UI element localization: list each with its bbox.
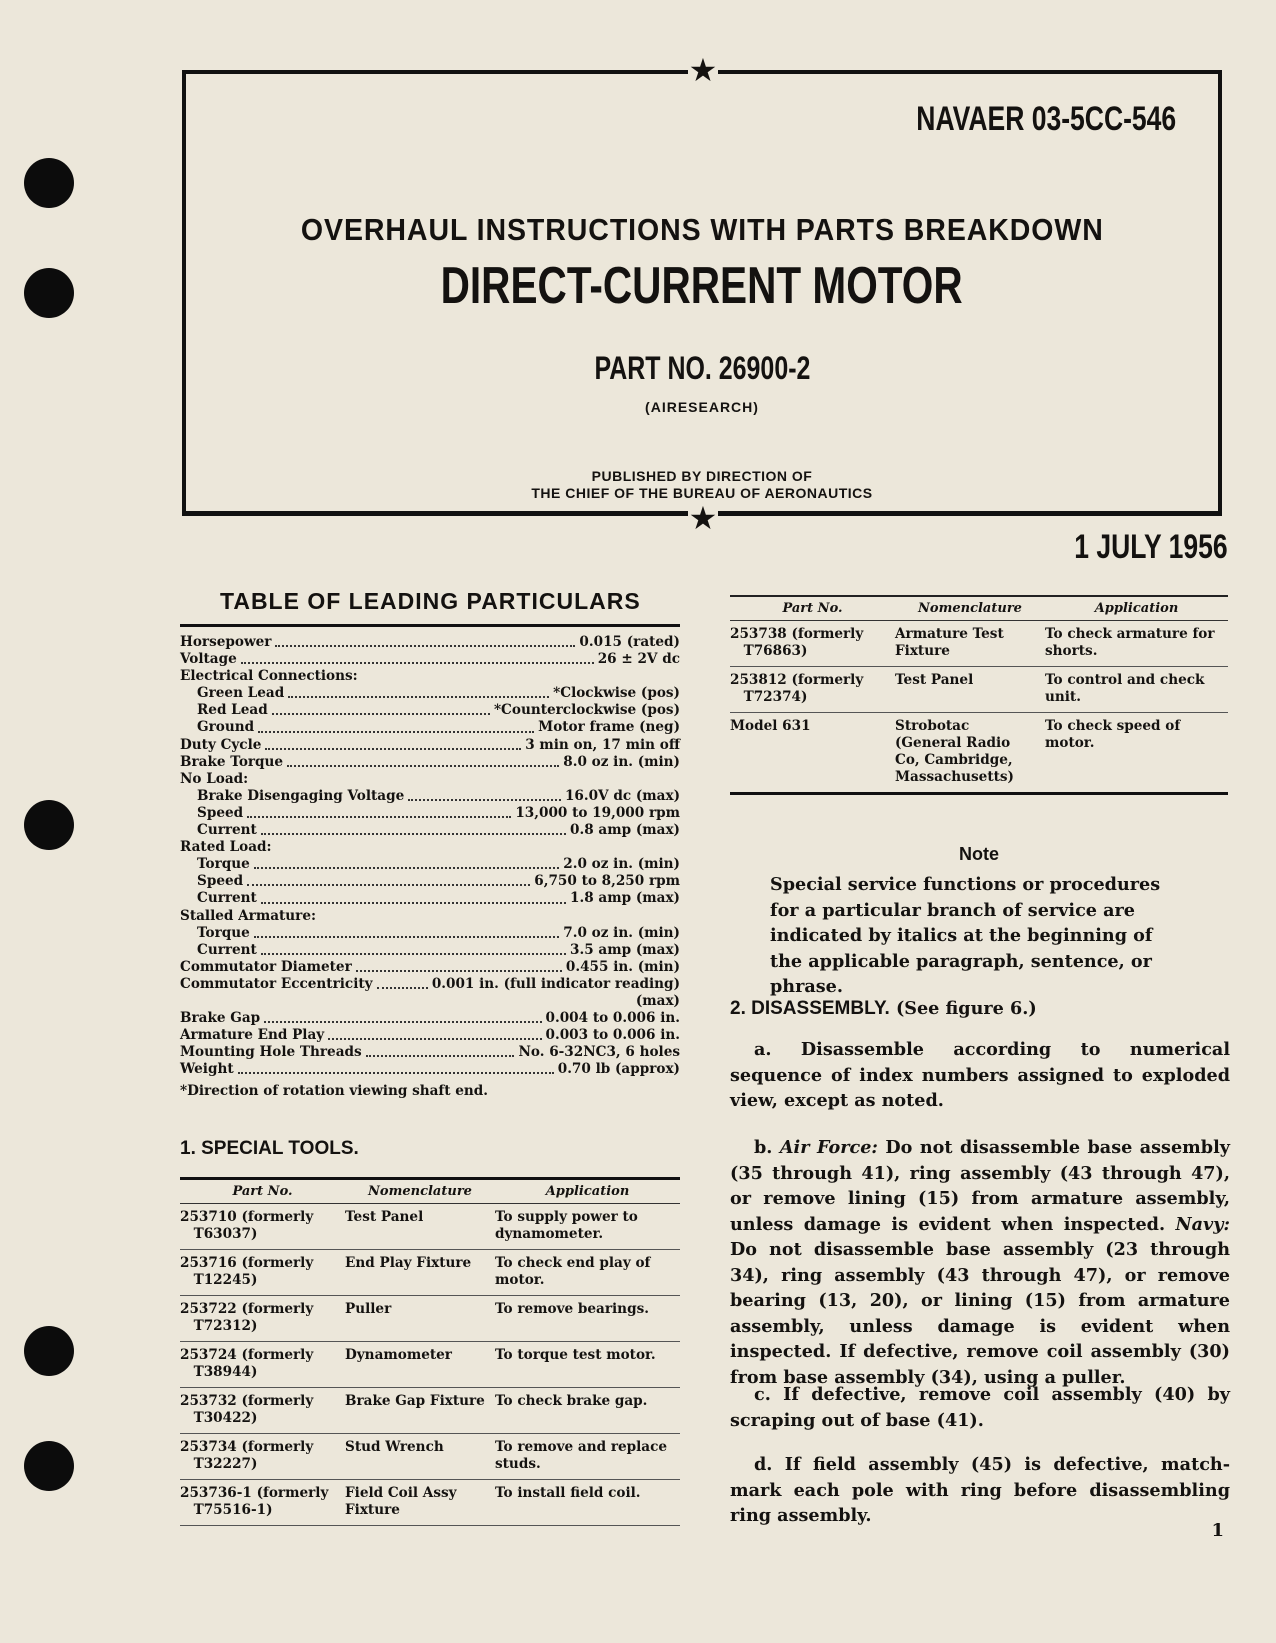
particular-row [180, 634, 680, 651]
particular-label: Commutator Eccentricity [180, 975, 373, 992]
particular-row [180, 1044, 680, 1061]
particular-value: *Counterclockwise (pos) [493, 702, 680, 719]
particular-row [180, 719, 680, 736]
dot-leader [275, 645, 575, 647]
publication-date: 1 JULY 1956 [1074, 528, 1228, 566]
table-cell: Test Panel [895, 667, 1045, 713]
particular-row [180, 668, 680, 685]
table-row [730, 713, 1228, 794]
particular-value: 16.0V dc (max) [564, 787, 680, 804]
binder-hole [24, 1441, 74, 1491]
star-icon: ★ [688, 499, 718, 537]
table-cell: End Play Fixture [345, 1250, 495, 1296]
particular-value: 1.8 amp (max) [570, 890, 680, 907]
particular-row [180, 737, 680, 754]
dot-leader [272, 713, 490, 715]
particular-label: Brake Torque [180, 753, 284, 770]
particular-value: 26 ± 2V dc [597, 651, 680, 668]
column-header: Application [495, 1179, 680, 1204]
table-row [180, 1204, 680, 1250]
particular-value: (max) [635, 992, 680, 1009]
particular-row [180, 685, 680, 702]
table-cell: To remove and replace studs. [495, 1434, 680, 1480]
particular-label: Duty Cycle [180, 736, 262, 753]
table-row [180, 1388, 680, 1434]
table-cell: 253812 (formerly T72374) [730, 667, 895, 713]
published-line-1: PUBLISHED BY DIRECTION OF [591, 468, 813, 484]
dot-leader [241, 662, 594, 664]
binder-hole [24, 268, 74, 318]
dot-leader [254, 936, 559, 938]
particular-label: Torque [197, 924, 250, 941]
dot-leader [264, 1021, 541, 1023]
table-cell: Model 631 [730, 713, 895, 794]
particular-value: 2.0 oz in. (min) [563, 856, 680, 873]
dot-leader [258, 731, 534, 733]
paragraph-c: c. If defective, remove coil assembly (40) by scraping out of base (41). [730, 1384, 1230, 1431]
leading-particulars-list [180, 634, 680, 1078]
subtitle: OVERHAUL INSTRUCTIONS WITH PARTS BREAKDOWN [300, 212, 1104, 247]
particular-row [180, 873, 680, 890]
dot-leader [288, 696, 549, 698]
star-icon: ★ [688, 51, 718, 89]
particular-label: Stalled Armature: [180, 907, 317, 924]
note-heading: Note [959, 844, 999, 864]
dot-leader [265, 748, 521, 750]
table-cell: 253724 (formerly T38944) [180, 1342, 345, 1388]
published-line-2: THE CHIEF OF THE BUREAU OF AERONAUTICS [531, 485, 873, 501]
particular-label: Current [197, 941, 257, 958]
dot-leader [261, 833, 566, 835]
table-cell: Strobotac (General Radio Co, Cambridge, Massachusetts) [895, 713, 1045, 794]
table-cell: Dynamometer [345, 1342, 495, 1388]
table-row [730, 621, 1228, 667]
particular-label: Mounting Hole Threads [180, 1044, 362, 1061]
particular-label: Ground [197, 719, 255, 736]
particular-value: 8.0 oz in. (min) [563, 753, 680, 770]
particular-value: Motor frame (neg) [538, 719, 680, 736]
table-cell: To install field coil. [495, 1480, 680, 1526]
particular-row [180, 805, 680, 822]
dot-leader [261, 902, 566, 904]
particular-label: Weight [180, 1061, 234, 1078]
table-cell: 253732 (formerly T30422) [180, 1388, 345, 1434]
dot-leader [254, 867, 559, 869]
particular-value: 0.004 to 0.006 in. [545, 1010, 680, 1027]
table-cell: To check brake gap. [495, 1388, 680, 1434]
table-row [180, 1296, 680, 1342]
table-row [730, 667, 1228, 713]
table-cell: To check speed of motor. [1045, 713, 1228, 794]
particular-row [180, 890, 680, 907]
dot-leader [287, 765, 559, 767]
particular-label: No Load: [180, 770, 249, 787]
table-cell: Brake Gap Fixture [345, 1388, 495, 1434]
leading-particulars-title: TABLE OF LEADING PARTICULARS [220, 588, 641, 614]
page-number: 1 [1211, 1520, 1224, 1541]
particular-value: 0.70 lb (approx) [557, 1061, 680, 1078]
page-title: DIRECT-CURRENT MOTOR [440, 257, 964, 315]
binder-hole [24, 1326, 74, 1376]
particular-row [180, 856, 680, 873]
particular-row [180, 1061, 680, 1078]
particular-label: Voltage [180, 651, 237, 668]
table-cell: 253716 (formerly T12245) [180, 1250, 345, 1296]
binder-hole [24, 158, 74, 208]
table-cell: To remove bearings. [495, 1296, 680, 1342]
table-cell: 253722 (formerly T72312) [180, 1296, 345, 1342]
manufacturer: (AIRESEARCH) [645, 399, 759, 415]
table-cell: To control and check unit. [1045, 667, 1228, 713]
particular-row [180, 959, 680, 976]
dot-leader [377, 987, 428, 989]
table-cell: To check end play of motor. [495, 1250, 680, 1296]
footnote: *Direction of rotation viewing shaft end. [180, 1083, 489, 1099]
particular-row [180, 942, 680, 959]
table-cell: Field Coil Assy Fixture [345, 1480, 495, 1526]
paragraph-d: d. If field assembly (45) is defective, match-mark each pole with ring before disassembling ring assembly. [730, 1454, 1230, 1526]
table-row [180, 1434, 680, 1480]
table-row [180, 1250, 680, 1296]
particular-label: Current [197, 822, 257, 839]
particular-label: Electrical Connections: [180, 668, 358, 685]
dot-leader [238, 1072, 554, 1074]
particular-label: Torque [197, 856, 250, 873]
particular-row [180, 822, 680, 839]
particular-row [180, 754, 680, 771]
table-cell: 253738 (formerly T76863) [730, 621, 895, 667]
special-tools-table-continued [730, 595, 1228, 795]
particular-row [180, 993, 680, 1010]
particular-label: Brake Disengaging Voltage [197, 787, 405, 804]
table-row [180, 1342, 680, 1388]
paragraph-b: b. Air Force: Do not disassemble base assembly (35 through 41), ring assembly (43 through 47), or remove lining (15) from armature assembly, unless damage is evident when inspected. Navy: Do not disassemble base assembly (23 through 34), ring assembly (43 through 47), or remove bearing (13, 20), or lining (15) from armature assembly, unless damage is evident when inspected. If defective, remove coil assembly (30) from base assembly (34), using a puller. [730, 1137, 1230, 1388]
binder-hole [24, 800, 74, 850]
particular-row [180, 925, 680, 942]
particular-label: Red Lead [197, 702, 268, 719]
disassembly-heading: 2. DISASSEMBLY. (See figure 6.) [730, 998, 1037, 1019]
divider [180, 624, 680, 627]
particular-row [180, 1010, 680, 1027]
particular-label: Green Lead [197, 685, 285, 702]
particular-value: 0.001 in. (full indicator reading) [431, 975, 680, 992]
dot-leader [328, 1038, 541, 1040]
table-cell: Armature Test Fixture [895, 621, 1045, 667]
particular-value: 0.003 to 0.006 in. [545, 1027, 680, 1044]
particular-row [180, 702, 680, 719]
particular-value: 13,000 to 19,000 rpm [515, 804, 680, 821]
table-cell: 253736-1 (formerly T75516-1) [180, 1480, 345, 1526]
particular-row [180, 976, 680, 993]
particular-value: *Clockwise (pos) [553, 685, 680, 702]
doc-number: NAVAER 03-5CC-546 [916, 100, 1176, 138]
table-cell: To torque test motor. [495, 1342, 680, 1388]
particular-row [180, 908, 680, 925]
table-cell: To supply power to dynamometer. [495, 1204, 680, 1250]
column-header: Application [1045, 596, 1228, 621]
particular-label: Speed [197, 873, 244, 890]
column-header: Part No. [730, 596, 895, 621]
table-cell: Test Panel [345, 1204, 495, 1250]
special-tools-heading: 1. SPECIAL TOOLS. [180, 1138, 359, 1159]
particular-label: Speed [197, 804, 244, 821]
particular-value: 3.5 amp (max) [570, 941, 680, 958]
particular-value: 0.015 (rated) [579, 634, 680, 650]
table-cell: 253710 (formerly T63037) [180, 1204, 345, 1250]
table-cell: To check armature for shorts. [1045, 621, 1228, 667]
particular-row [180, 788, 680, 805]
particular-row [180, 771, 680, 788]
table-cell: Stud Wrench [345, 1434, 495, 1480]
column-header: Nomenclature [345, 1179, 495, 1204]
dot-leader [408, 799, 561, 801]
paragraph-a: a. Disassemble according to numerical sequence of index numbers assigned to exploded view, except as noted. [730, 1039, 1230, 1111]
particular-label: Rated Load: [180, 839, 272, 856]
particular-value: No. 6-32NC3, 6 holes [518, 1044, 680, 1061]
table-cell: Puller [345, 1296, 495, 1342]
dot-leader [366, 1055, 515, 1057]
particular-label: Current [197, 890, 257, 907]
dot-leader [356, 970, 562, 972]
note-text: Special service functions or procedures for a particular branch of service are indicated by italics at the beginning of the applicable paragraph, sentence, or phrase. [770, 874, 1161, 997]
particular-label: Commutator Diameter [180, 958, 352, 975]
table-row [180, 1480, 680, 1526]
particular-value: 0.455 in. (min) [565, 958, 680, 975]
dot-leader [261, 953, 566, 955]
part-number: PART NO. 26900-2 [594, 350, 810, 386]
particular-value: 3 min on, 17 min off [525, 736, 680, 753]
column-header: Part No. [180, 1179, 345, 1204]
particular-value: 7.0 oz in. (min) [563, 924, 680, 941]
table-cell: 253734 (formerly T32227) [180, 1434, 345, 1480]
column-header: Nomenclature [895, 596, 1045, 621]
particular-label: Brake Gap [180, 1010, 261, 1027]
particular-label: Horsepower [180, 634, 272, 650]
dot-leader [247, 816, 511, 818]
particular-label: Armature End Play [180, 1027, 325, 1044]
particular-row [180, 651, 680, 668]
particular-row [180, 1027, 680, 1044]
special-tools-table [180, 1177, 680, 1526]
dot-leader [247, 884, 530, 886]
particular-value: 0.8 amp (max) [570, 822, 680, 839]
particular-value: 6,750 to 8,250 rpm [534, 873, 680, 890]
particular-row [180, 839, 680, 856]
